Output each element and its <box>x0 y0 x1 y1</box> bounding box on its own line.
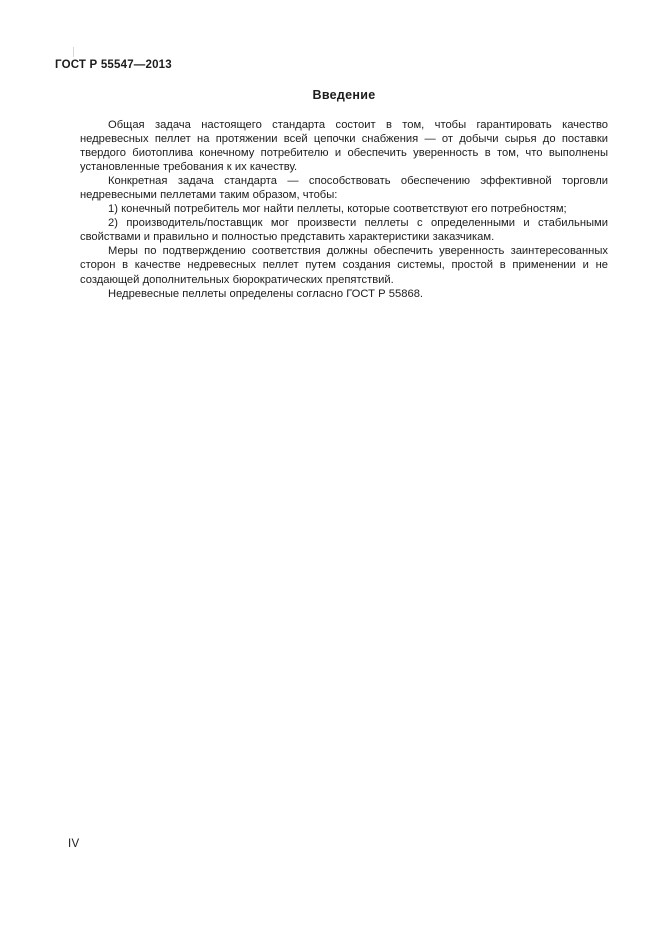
list-item-1: 1) конечный потребитель мог найти пеллеты, которые соответствуют его потребностям; <box>108 203 567 216</box>
list-item-2: 2) производитель/поставщик мог произвести пеллеты с определенными и стабильными свойствами и правильно и полностью представить характеристики заказчикам. <box>80 217 608 244</box>
paragraph-specific-objective: Конкретная задача стандарта — способствовать обеспечению эффективной торговли недревесными пеллетами таким образом, чтобы: <box>80 175 608 202</box>
paragraph-general-objective: Общая задача настоящего стандарта состоит в том, чтобы гарантировать качество недревесных пеллет на протяжении всей цепочки снабжения — от добычи сырья до поставки твердого биотоплива конечному потребителю и обеспечить уверенность в том, что выполнены установленные требования к их качеству. <box>80 119 608 174</box>
page-content <box>80 88 608 301</box>
paragraph-definition-reference: Недревесные пеллеты определены согласно ГОСТ Р 55868. <box>108 287 424 300</box>
scan-edge-artifact <box>73 47 74 57</box>
running-head-standard-number: ГОСТ Р 55547—2013 <box>55 59 172 71</box>
page-title: Введение <box>312 88 376 102</box>
paragraph-conformity-measures: Меры по подтверждению соответствия должны обеспечить уверенность заинтересованных сторон в качестве недревесных пеллет путем создания системы, простой в применении и не создающей дополнительных бюрократических препятствий. <box>80 245 608 286</box>
page-number-folio: IV <box>68 838 80 850</box>
